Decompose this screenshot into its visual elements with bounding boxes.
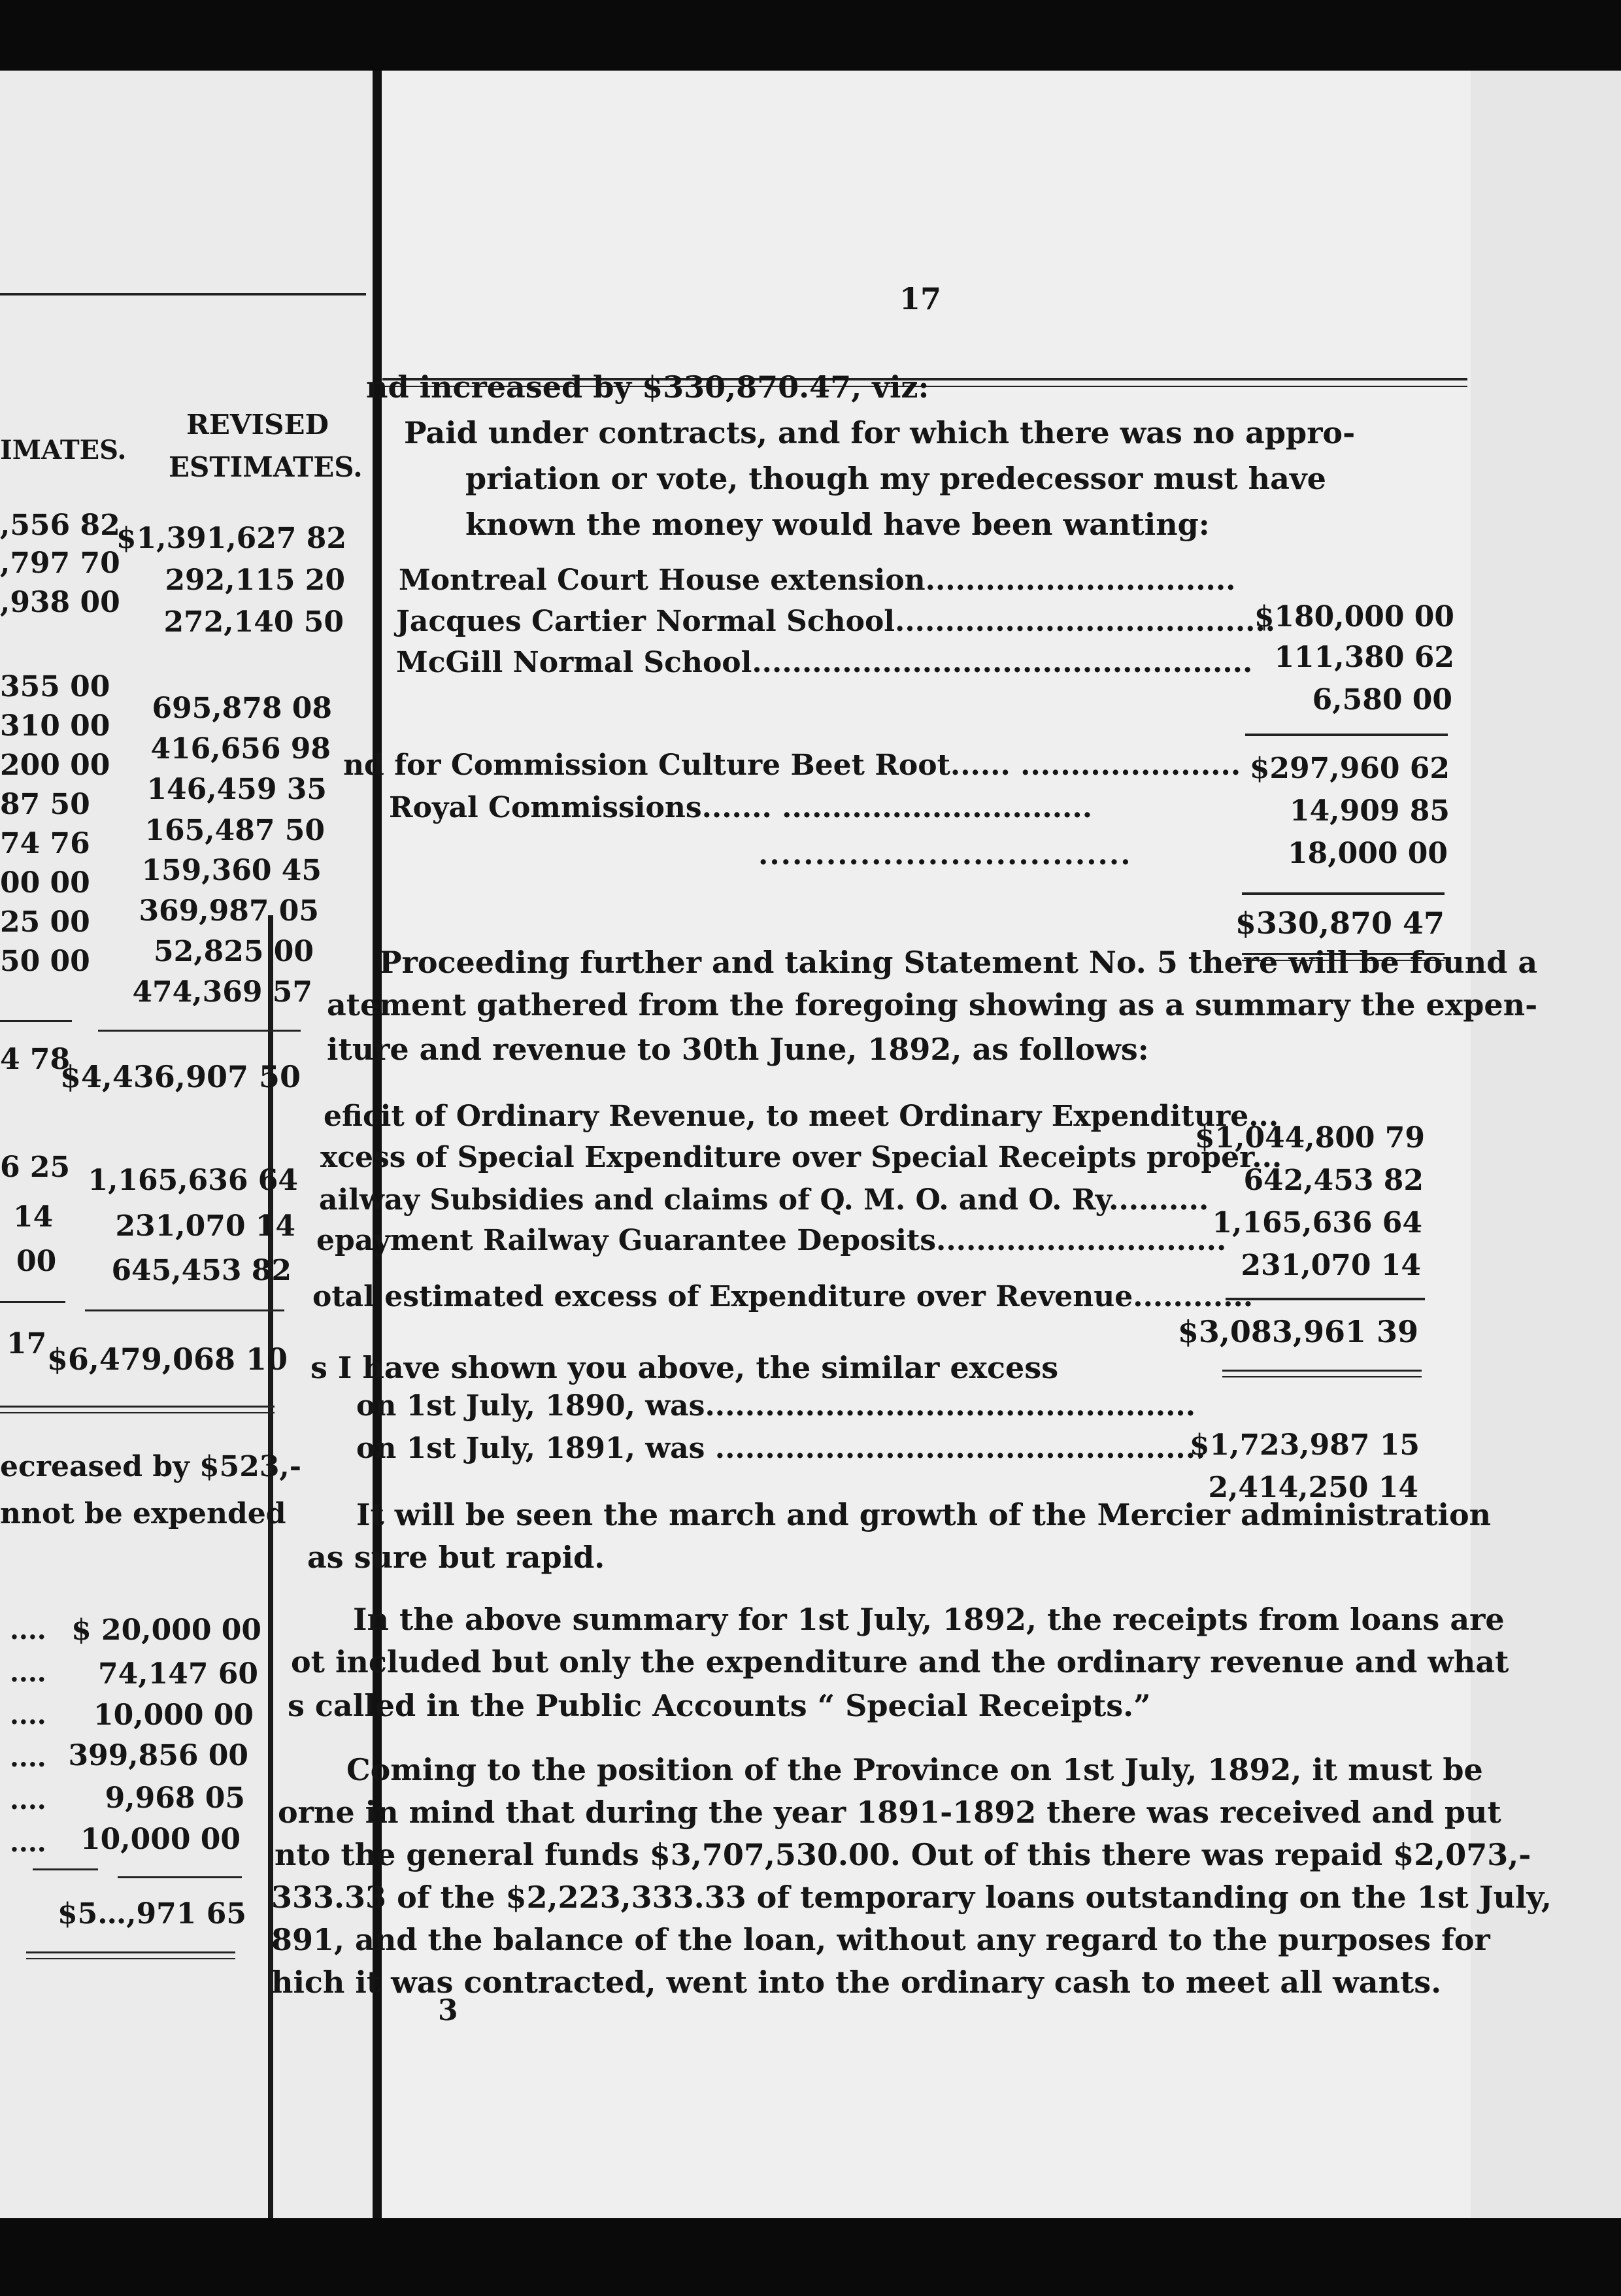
double-rule	[1222, 1370, 1422, 1372]
cut-value: 200 00	[0, 749, 110, 782]
left-total: $5…,971 65	[58, 1897, 246, 1931]
paragraph-line: 891, and the balance of the loan, without any regard to the purposes for	[271, 1922, 1490, 1957]
dot-leader: ....	[10, 1700, 46, 1730]
sum-rule	[33, 1868, 98, 1870]
paragraph-line: as sure but rapid.	[307, 1540, 605, 1575]
dot-leader: ....	[10, 1742, 46, 1773]
paragraph-line: priation or vote, though my predecessor must have	[465, 461, 1326, 496]
comparison-label: on 1st July, 1891, was .................................................	[356, 1432, 1206, 1465]
paragraph-line: Coming to the position of the Province on 1st July, 1892, it must be	[346, 1752, 1483, 1787]
revised-value: 1,165,636 64	[88, 1164, 298, 1197]
comparison-amount: 2,414,250 14	[1208, 1471, 1418, 1504]
dot-leader: ......................................	[895, 605, 1276, 638]
amount: 399,856 00	[68, 1739, 248, 1772]
cut-value: 00	[16, 1245, 57, 1278]
double-rule	[0, 1412, 275, 1413]
summary-amount: 642,453 82	[1243, 1164, 1424, 1197]
cut-value: 00 00	[0, 866, 90, 900]
paragraph-line: nto the general funds $3,707,530.00. Out of this there was repaid $2,073,-	[275, 1837, 1531, 1872]
revised-value: 695,878 08	[152, 692, 332, 725]
item-amount: 18,000 00	[1288, 837, 1448, 870]
item-amount: $180,000 00	[1254, 600, 1454, 633]
paragraph-line: In the above summary for 1st July, 1892, the receipts from loans are	[353, 1602, 1505, 1637]
summary-amount: 1,165,636 64	[1212, 1206, 1422, 1240]
total-label: otal estimated excess of Expenditure over Revenue............	[312, 1280, 1254, 1313]
revised-value: 272,140 50	[163, 605, 344, 639]
dot-leader: ....	[10, 1827, 46, 1858]
dot-leader: ....... ...............................	[701, 791, 1093, 824]
item-label: Jacques Cartier Normal School......................................	[396, 605, 1276, 638]
dot-leader: ...... ......................	[950, 749, 1241, 782]
revised-header: REVISED	[186, 409, 329, 441]
cut-value: 14	[13, 1200, 54, 1234]
item-label: Royal Commissions....... ...............................	[389, 791, 1093, 824]
paragraph-line: hich it was contracted, went into the ordinary cash to meet all wants.	[271, 1965, 1442, 2000]
estimates-header-2: ESTIMATES.	[169, 451, 363, 483]
item-amount: 111,380 62	[1274, 641, 1454, 674]
left-text-line: nnot be expended	[0, 1497, 286, 1530]
dot-leader: ...............................	[925, 564, 1236, 597]
amount: $ 20,000 00	[71, 1613, 261, 1647]
revised-value: 146,459 35	[146, 773, 327, 806]
left-text-line: ecreased by $523,-	[0, 1450, 302, 1483]
revised-value: 292,115 20	[165, 564, 345, 597]
cut-value: ,938 00	[0, 586, 120, 619]
cut-value: 25 00	[0, 905, 90, 939]
summary-label: eficit of Ordinary Revenue, to meet Ordinary Expenditure...	[324, 1100, 1279, 1133]
summary-label: ailway Subsidies and claims of Q. M. O. and O. Ry..........	[319, 1183, 1209, 1217]
double-rule	[26, 1958, 235, 1959]
page-number: 17	[899, 281, 942, 316]
paragraph-line: s I have shown you above, the similar excess	[310, 1350, 1059, 1385]
cut-value: 87 50	[0, 788, 90, 821]
page-gutter-rule-lower	[268, 915, 273, 2218]
comparison-label: on 1st July, 1890, was.................................................	[356, 1389, 1196, 1423]
summary-label: epayment Railway Guarantee Deposits.............................	[316, 1224, 1227, 1257]
revised-value: 645,453 82	[111, 1254, 292, 1287]
revised-value: 52,825 00	[154, 935, 314, 968]
revised-value: 416,656 98	[150, 732, 331, 766]
double-rule	[0, 1406, 275, 1408]
signature-mark: 3	[438, 1994, 458, 2027]
paragraph-line: 333.33 of the $2,223,333.33 of temporary loans outstanding on the 1st July,	[271, 1880, 1552, 1915]
cut-value: 74 76	[0, 827, 90, 860]
total-amount: $3,083,961 39	[1177, 1314, 1418, 1349]
sum-rule	[98, 1030, 301, 1032]
revised-value: 159,360 45	[141, 854, 322, 887]
revised-value: $1,391,627 82	[116, 522, 346, 555]
amount: 74,147 60	[98, 1657, 258, 1691]
amount: 10,000 00	[80, 1823, 241, 1856]
dot-leader: ....	[10, 1615, 46, 1646]
paragraph-line: Paid under contracts, and for which there was no appro-	[404, 415, 1356, 450]
paragraph-line: It will be seen the march and growth of the Mercier administration	[356, 1497, 1492, 1532]
intro-line: nd increased by $330,870.47, viz:	[366, 369, 929, 405]
paragraph-line: known the money would have been wanting:	[465, 507, 1210, 542]
comparison-amount: $1,723,987 15	[1189, 1428, 1420, 1462]
subtotal-label: nd for Commission Culture Beet Root...... ......................	[343, 749, 1241, 782]
item-amount: 6,580 00	[1312, 683, 1452, 717]
cut-total: 17	[7, 1327, 47, 1360]
revised-value: 474,369 57	[132, 975, 312, 1009]
sum-rule	[0, 1020, 72, 1022]
revised-value: 165,487 50	[144, 814, 325, 847]
double-rule	[1222, 1376, 1422, 1377]
summary-label: xcess of Special Expenditure over Special Receipts proper...	[320, 1141, 1282, 1174]
left-top-rule	[0, 293, 366, 295]
dot-leader: ..................................................	[752, 646, 1253, 679]
item-amount: 14,909 85	[1290, 794, 1450, 828]
revised-value: 231,070 14	[115, 1209, 295, 1243]
cut-value: ,556 82	[0, 509, 120, 542]
grand-total: $330,870 47	[1235, 905, 1445, 941]
estimates-header: IMATES.	[0, 435, 127, 465]
paragraph-line: orne in mind that during the year 1891-1892 there was received and put	[278, 1795, 1501, 1830]
paragraph-line: ot included but only the expenditure and the ordinary revenue and what	[291, 1644, 1509, 1680]
cut-value: 310 00	[0, 709, 110, 743]
cut-value: 6 25	[0, 1151, 71, 1184]
item-label: McGill Normal School..................................................	[396, 646, 1253, 679]
sum-rule	[1226, 1298, 1425, 1300]
dot-leader: ....	[10, 1785, 46, 1815]
revised-total: $4,436,907 50	[59, 1059, 301, 1094]
cut-total: 4 78	[0, 1043, 71, 1076]
amount: 10,000 00	[93, 1698, 254, 1732]
sum-rule	[0, 1301, 65, 1303]
cut-value: ,797 70	[0, 547, 120, 580]
paragraph-line: s called in the Public Accounts “ Special Receipts.”	[288, 1688, 1151, 1723]
sum-rule	[1242, 892, 1445, 895]
item-label: Montreal Court House extension...............................	[399, 564, 1236, 597]
paragraph-line: iture and revenue to 30th June, 1892, as follows:	[327, 1032, 1149, 1067]
sum-rule	[85, 1309, 284, 1311]
double-rule	[26, 1951, 235, 1953]
dot-leader: ....	[10, 1657, 46, 1688]
sum-rule	[118, 1876, 242, 1878]
revised-value: 369,987 05	[139, 894, 319, 928]
sum-rule	[1245, 734, 1448, 736]
cut-value: 355 00	[0, 670, 110, 703]
summary-amount: 231,070 14	[1241, 1249, 1421, 1282]
paragraph-line: atement gathered from the foregoing showing as a summary the expen-	[327, 987, 1538, 1022]
paragraph-line: Proceeding further and taking Statement No. 5 there will be found a	[379, 945, 1538, 980]
summary-amount: $1,044,800 79	[1194, 1121, 1425, 1155]
amount: 9,968 05	[105, 1781, 245, 1815]
cut-value: 50 00	[0, 945, 90, 978]
subtotal-amount: $297,960 62	[1249, 752, 1450, 785]
revised-total: $6,479,068 10	[46, 1342, 288, 1377]
dot-leader: .................................	[758, 838, 1132, 871]
